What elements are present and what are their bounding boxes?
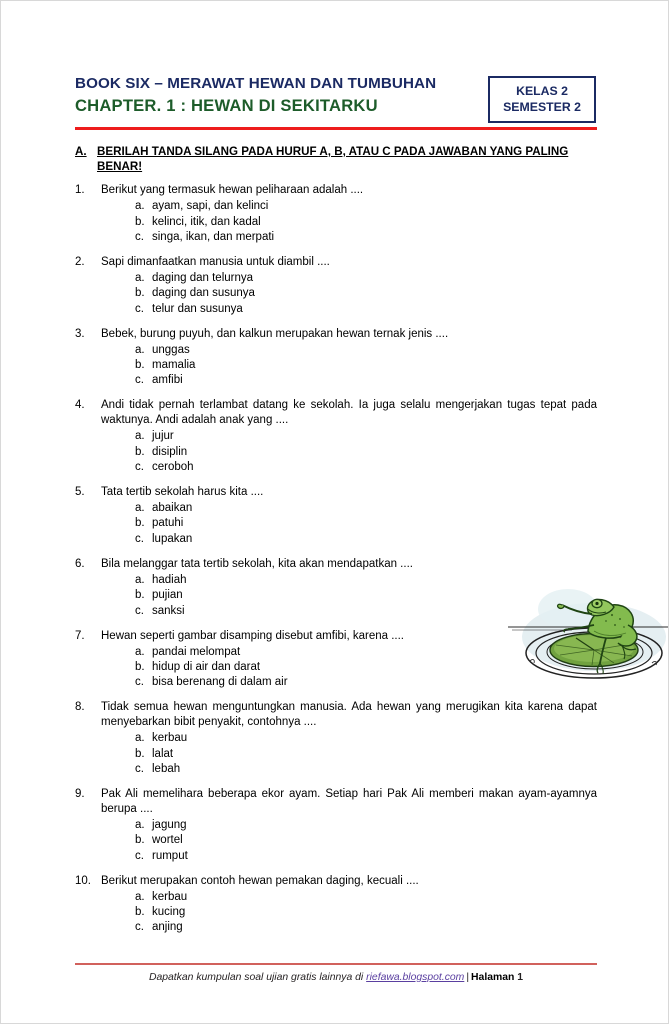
option-item[interactable] <box>135 890 597 905</box>
option-text: hadiah <box>152 573 187 586</box>
option-item[interactable] <box>135 358 597 373</box>
option-letter: a. <box>135 502 145 515</box>
option-letter: c. <box>135 302 144 315</box>
option-item[interactable] <box>135 302 597 317</box>
option-item[interactable] <box>135 215 597 230</box>
question-text: Hewan seperti gambar disamping disebut amfibi, karena .... <box>101 629 404 642</box>
header-row <box>75 73 597 123</box>
option-list <box>75 731 597 777</box>
option-item[interactable] <box>135 271 597 286</box>
page-content <box>75 1 597 1024</box>
option-letter: a. <box>135 200 145 213</box>
option-letter: b. <box>135 359 145 372</box>
option-item[interactable] <box>135 747 597 762</box>
question-row <box>75 398 597 428</box>
option-list <box>75 501 597 547</box>
option-letter: c. <box>135 231 144 243</box>
question-number: 2. <box>75 255 85 268</box>
option-list <box>75 343 597 389</box>
option-letter: b. <box>135 589 145 602</box>
option-item[interactable] <box>135 849 597 864</box>
question-number: 9. <box>75 787 85 800</box>
question-text: Bebek, burung puyuh, dan kalkun merupakan hewan ternak jenis .... <box>101 327 449 340</box>
question-row <box>75 874 597 889</box>
question-text: Tidak semua hewan menguntungkan manusia. Ada hewan yang merugikan kita karena dapat menyebarkan bibit penyakit, contohnya .... <box>101 701 597 729</box>
option-list <box>75 271 597 317</box>
question-number: 3. <box>75 327 85 340</box>
option-text: kerbau <box>152 732 188 745</box>
option-letter: c. <box>135 604 144 617</box>
option-text: sanksi <box>152 604 185 617</box>
option-text: patuhi <box>152 517 184 530</box>
option-letter: b. <box>135 445 145 458</box>
question-row <box>75 700 597 730</box>
option-item[interactable] <box>135 920 597 935</box>
option-text: lalat <box>152 747 174 760</box>
option-text: mamalia <box>152 359 196 372</box>
option-list <box>75 199 597 245</box>
section-title: BERILAH TANDA SILANG PADA HURUF A, B, ATAU C PADA JAWABAN YANG PALING BENAR! <box>97 145 569 173</box>
option-text: ayam, sapi, dan kelinci <box>152 200 269 213</box>
option-letter: c. <box>135 921 144 934</box>
option-item[interactable] <box>135 833 597 848</box>
option-text: daging dan telurnya <box>152 271 254 284</box>
semester-label: SEMESTER 2 <box>503 100 581 114</box>
option-letter: a. <box>135 645 145 658</box>
question-text: Berikut yang termasuk hewan peliharaan adalah .... <box>101 184 364 197</box>
question-text: Berikut merupakan contoh hewan pemakan daging, kecuali .... <box>101 874 419 887</box>
option-item[interactable] <box>135 373 597 388</box>
option-text: abaikan <box>152 502 193 515</box>
question-item <box>75 874 597 936</box>
option-text: kelinci, itik, dan kadal <box>152 215 261 228</box>
question-text: Bila melanggar tata tertib sekolah, kita akan mendapatkan .... <box>101 557 413 570</box>
section-heading <box>75 145 597 174</box>
question-text: Andi tidak pernah terlambat datang ke sekolah. Ia juga selalu mengerjakan tugas tepat pada waktunya. Andi adalah anak yang .... <box>101 399 597 427</box>
option-item[interactable] <box>135 731 597 746</box>
option-letter: a. <box>135 430 145 443</box>
option-item[interactable] <box>135 445 597 460</box>
question-item <box>75 485 597 547</box>
class-label: KELAS 2 <box>516 84 569 98</box>
option-text: singa, ikan, dan merpati <box>152 231 275 243</box>
option-letter: a. <box>135 818 145 831</box>
option-text: ceroboh <box>152 461 194 474</box>
option-letter: b. <box>135 834 145 847</box>
option-letter: a. <box>135 271 145 284</box>
option-list <box>75 890 597 936</box>
question-item <box>75 255 597 317</box>
footer-text <box>75 971 597 985</box>
footer-page-number: 1 <box>517 971 524 983</box>
footer-page-label: Halaman <box>471 971 515 983</box>
option-text: daging dan susunya <box>152 287 255 300</box>
option-list <box>75 818 597 864</box>
option-item[interactable] <box>135 762 597 777</box>
option-item[interactable] <box>135 818 597 833</box>
question-number: 7. <box>75 629 85 642</box>
question-row <box>75 787 597 817</box>
option-text: telur dan susunya <box>152 302 243 315</box>
question-number: 10. <box>75 874 91 887</box>
question-text: Sapi dimanfaatkan manusia untuk diambil .... <box>101 255 330 268</box>
question-item <box>75 787 597 864</box>
option-item[interactable] <box>135 501 597 516</box>
option-letter: c. <box>135 532 144 545</box>
option-item[interactable] <box>135 343 597 358</box>
question-list <box>75 183 597 936</box>
question-number: 5. <box>75 486 85 499</box>
chapter-title: CHAPTER. 1 : HEWAN DI SEKITARKU <box>75 96 378 115</box>
option-letter: c. <box>135 461 144 474</box>
footer-divider <box>75 963 597 965</box>
option-text: pandai melompat <box>152 645 241 658</box>
option-letter: c. <box>135 374 144 387</box>
question-item <box>75 398 597 475</box>
option-letter: b. <box>135 215 145 228</box>
option-text: jujur <box>152 430 174 443</box>
option-letter: a. <box>135 573 145 586</box>
option-letter: b. <box>135 660 145 673</box>
option-item[interactable] <box>135 286 597 301</box>
option-text: wortel <box>152 834 183 847</box>
option-letter: c. <box>135 763 144 776</box>
question-row <box>75 327 597 342</box>
option-text: lebah <box>152 763 181 776</box>
question-number: 1. <box>75 184 85 197</box>
option-item[interactable] <box>135 460 597 475</box>
question-item <box>75 183 597 245</box>
option-letter: b. <box>135 747 145 760</box>
question-row <box>75 255 597 270</box>
question-number: 8. <box>75 701 85 714</box>
footer-separator: | <box>466 971 470 983</box>
option-text: lupakan <box>152 532 193 545</box>
option-item[interactable] <box>135 230 597 245</box>
option-letter: c. <box>135 676 144 689</box>
section-a <box>75 145 597 945</box>
option-text: jagung <box>152 818 187 831</box>
question-item <box>75 327 597 389</box>
footer-prefix: Dapatkan kumpulan soal ujian gratis lainnya di <box>148 971 367 983</box>
frog-on-lilypad-illustration <box>502 581 669 683</box>
question-item <box>75 700 597 777</box>
option-text: disiplin <box>152 445 188 458</box>
class-semester-box <box>488 76 596 123</box>
option-letter: b. <box>135 517 145 530</box>
option-item[interactable] <box>135 532 597 547</box>
question-text: Pak Ali memelihara beberapa ekor ayam. Setiap hari Pak Ali memberi makan ayam-ayamnya berupa .... <box>101 787 597 815</box>
option-text: unggas <box>152 343 190 356</box>
option-letter: c. <box>135 849 144 862</box>
question-text: Tata tertib sekolah harus kita .... <box>101 486 264 499</box>
option-text: hidup di air dan darat <box>152 660 261 673</box>
option-letter: a. <box>135 890 145 903</box>
question-row <box>75 485 597 500</box>
header-divider <box>75 127 597 130</box>
option-letter: a. <box>135 732 145 745</box>
option-letter: b. <box>135 906 145 919</box>
footer-blog-link[interactable]: riefawa.blogspot.com <box>366 971 465 983</box>
question-number: 4. <box>75 399 85 412</box>
option-text: amfibi <box>152 374 183 387</box>
option-text: kucing <box>152 906 186 919</box>
option-text: kerbau <box>152 890 188 903</box>
option-text: anjing <box>152 921 183 934</box>
book-title: BOOK SIX – MERAWAT HEWAN DAN TUMBUHAN <box>75 75 437 92</box>
page-header <box>75 73 597 130</box>
option-text: bisa berenang di dalam air <box>152 676 288 689</box>
option-letter: b. <box>135 287 145 300</box>
page-footer <box>75 963 597 985</box>
option-item[interactable] <box>135 905 597 920</box>
question-number: 6. <box>75 557 85 570</box>
section-letter: A. <box>75 145 87 158</box>
option-list <box>75 429 597 475</box>
option-letter: a. <box>135 343 145 356</box>
question-row <box>75 183 597 198</box>
option-item[interactable] <box>135 429 597 444</box>
question-row <box>75 557 597 572</box>
option-item[interactable] <box>135 516 597 531</box>
option-item[interactable] <box>135 199 597 214</box>
header-titles <box>75 73 436 117</box>
option-text: pujian <box>152 589 183 602</box>
option-text: rumput <box>152 849 188 862</box>
